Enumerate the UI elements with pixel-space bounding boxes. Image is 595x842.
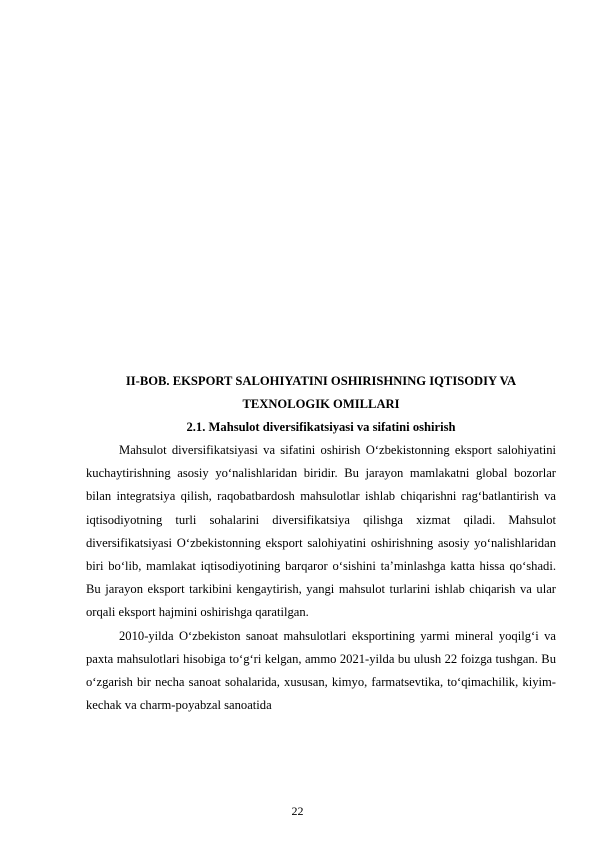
paragraph-2: 2010-yilda O‘zbekiston sanoat mahsulotlari eksportining yarmi mineral yoqilg‘i va paxta mahsulotlari hisobiga to‘g‘ri kelgan, ammo 2021-yilda bu ulush 22 foizga tushgan. Bu o‘zgarish bir necha sanoat sohalarida, xususan, kimyo, farmatsevtika, to‘qimachilik, kiyim-kechak va charm-poyabzal sanoatida [86,628,556,713]
chapter-title-line-1: II-BOB. EKSPORT SALOHIYATINI OSHIRISHNING IQTISODIY VA [125,374,517,388]
chapter-title [86,370,556,416]
section-title: 2.1. Mahsulot diversifikatsiyasi va sifatini oshirish [186,420,456,434]
body-text [86,439,556,717]
chapter-title-line-2: TEXNOLOGIK OMILLARI [242,397,400,411]
paragraph-1: Mahsulot diversifikatsiyasi va sifatini oshirish O‘zbekistonning eksport salohiyatini kuchaytirishning asosiy yo‘nalishlaridan biridir. Bu jarayon mamlakatni global bozorlar bilan integratsiya qilish, raqobatbardosh mahsulotlar ishlab chiqarishni rag‘batlantirish va iqtisodiyotning turli sohalarini diversifikatsiya qilishga xizmat qiladi. Mahsulot diversifikatsiyasi O‘zbekistonning eksport salohiyatini oshirishning asosiy yo‘nalishlaridan biri bo‘lib, mamlakat iqtisodiyotining barqaror o‘sishini ta’minlashga katta hissa qo‘shadi. Bu jarayon eksport tarkibini kengaytirish, yangi mahsulot turlarini ishlab chiqarish va ular orqali eksport hajmini oshirishga qaratilgan. [86,443,556,620]
page-number: 22 [291,804,304,818]
